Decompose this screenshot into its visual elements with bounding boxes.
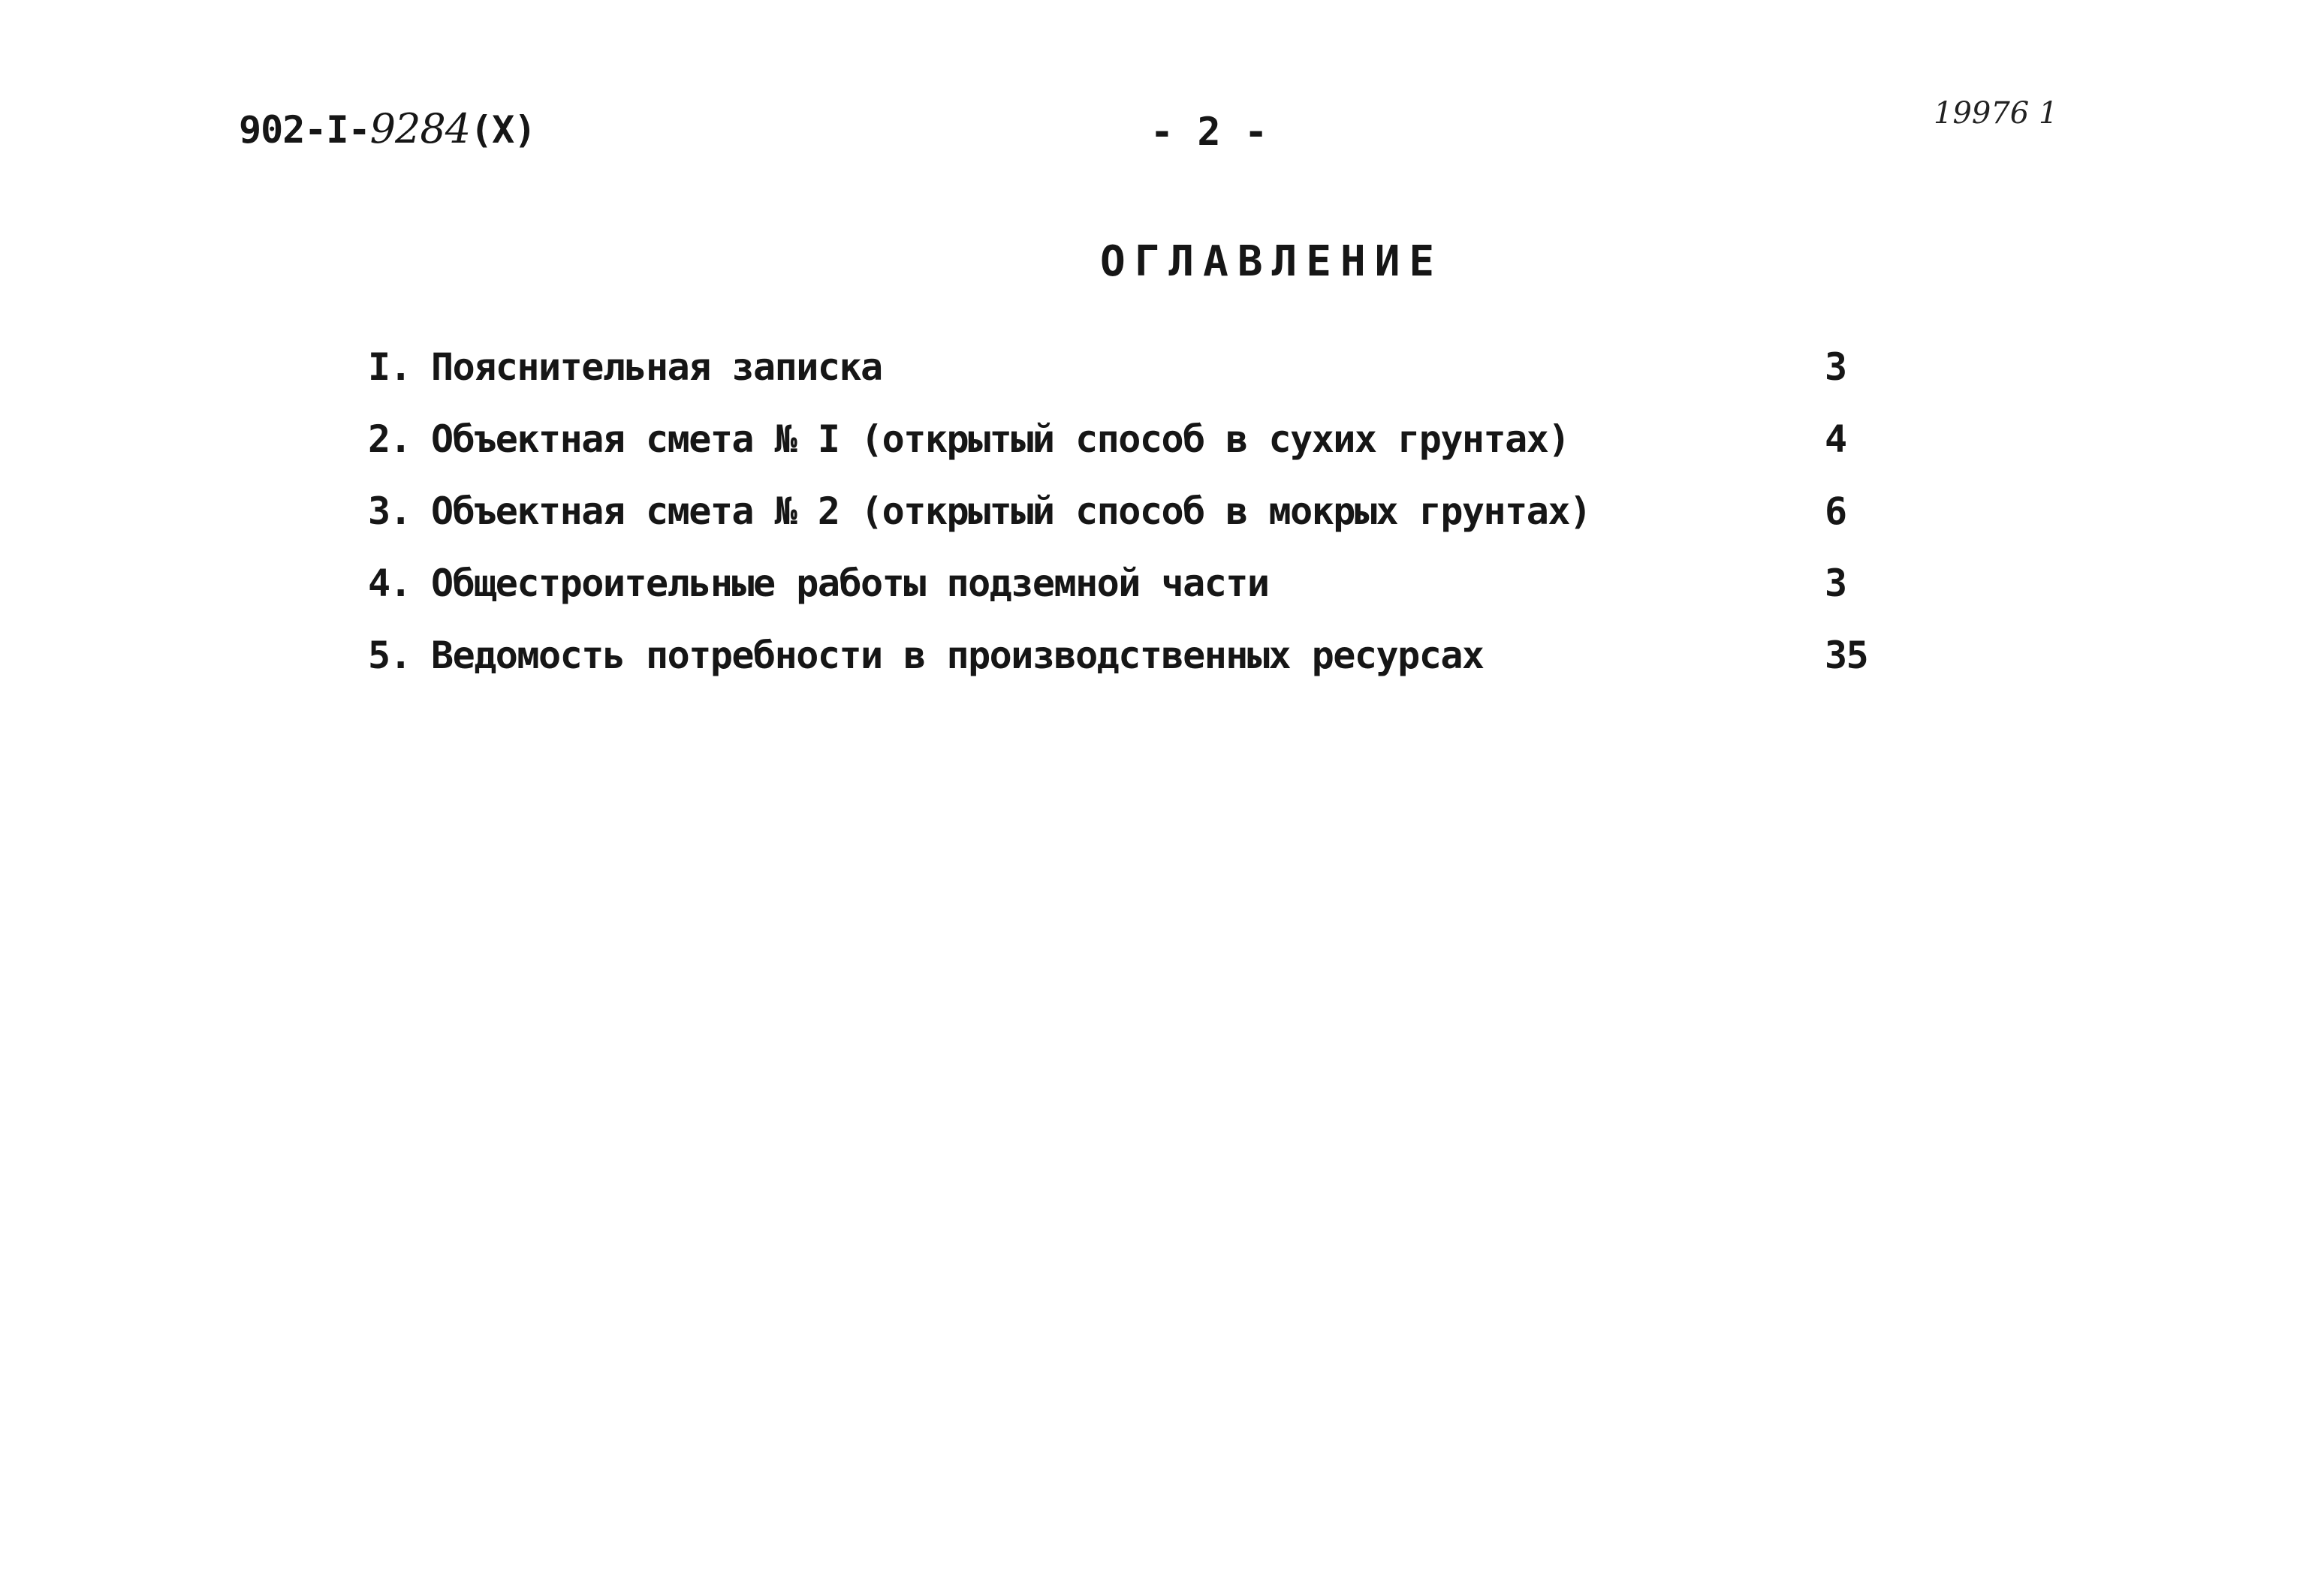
toc-item (368, 562, 1907, 634)
document-code-prefix: 902-I- (239, 108, 370, 152)
toc-item-title: Пояснительная записка (431, 345, 882, 389)
document-code-handwritten (370, 105, 470, 152)
toc-item-number: 2. (368, 417, 411, 461)
toc-item (368, 345, 1907, 417)
toc-item-title: Объектная смета № 2 (открытый способ в мокрых грунтах) (431, 489, 1591, 533)
toc-item-page: 3 (1825, 562, 1846, 605)
document-code-handwritten-part2: 84 (420, 105, 471, 152)
toc-item-page: 4 (1825, 417, 1846, 461)
page-number: - 2 - (1150, 110, 1268, 155)
toc-item (368, 489, 1907, 562)
toc-item (368, 417, 1907, 489)
toc-item-page: 3 (1825, 345, 1846, 389)
document-code-handwritten-part1: 92 (369, 105, 421, 152)
toc-item (368, 634, 1907, 706)
toc-item-page: 6 (1825, 489, 1846, 533)
toc-item-number: 3. (368, 489, 411, 533)
toc-item-number: I. (368, 345, 411, 389)
toc-item-page: 35 (1825, 634, 1868, 677)
toc-item-title: Ведомость потребности в производственных ресурсах (431, 634, 1484, 677)
toc-item-title: Общестроительные работы подземной части (431, 562, 1269, 605)
toc-title: ОГЛАВЛЕНИЕ (1100, 237, 1444, 286)
document-code (239, 105, 535, 152)
handwritten-inventory-number: 19976 1 (1934, 96, 2058, 131)
toc-item-number: 4. (368, 562, 411, 605)
toc-list (368, 345, 1907, 706)
document-code-suffix: (X) (470, 108, 536, 152)
toc-item-number: 5. (368, 634, 411, 677)
toc-item-title: Объектная смета № I (открытый способ в сухих грунтах) (431, 417, 1569, 461)
